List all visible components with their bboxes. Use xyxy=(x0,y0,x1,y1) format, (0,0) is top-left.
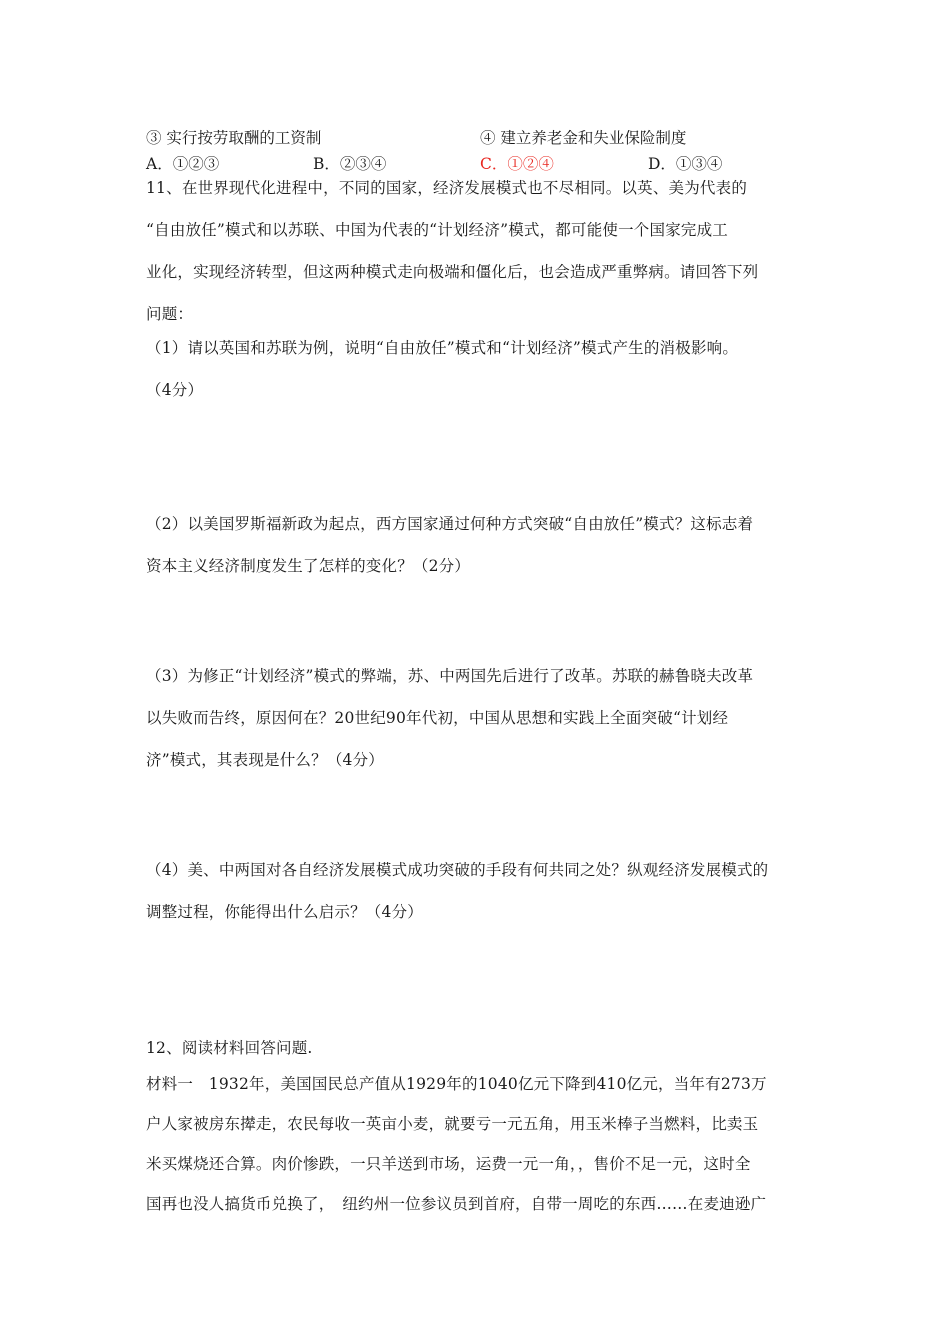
q12-material1-line-3: 米买煤烧还合算。肉价惨跌，一只羊送到市场，运费一元一角，，售价不足一元，这时全 xyxy=(146,1155,751,1173)
q11-intro-line-2: “自由放任”模式和以苏联、中国为代表的“计划经济”模式，都可能使一个国家完成工 xyxy=(146,221,728,239)
q11-sub4-line-2: 调整过程，你能得出什么启示？（4分） xyxy=(146,903,423,921)
q10-option-c-answer: C．①②④ xyxy=(480,155,554,173)
q10-item-4: ④ 建立养老金和失业保险制度 xyxy=(480,129,687,147)
q10-option-b: B．②③④ xyxy=(313,155,387,173)
q10-item-3: ③ 实行按劳取酬的工资制 xyxy=(146,129,322,147)
q11-sub2-line-2: 资本主义经济制度发生了怎样的变化？（2分） xyxy=(146,557,471,575)
q11-sub1-line-1: （1）请以英国和苏联为例，说明“自由放任”模式和“计划经济”模式产生的消极影响。 xyxy=(146,339,739,357)
q10-option-d: D．①③④ xyxy=(648,155,723,173)
q12-material1-line-2: 户人家被房东撵走，农民每收一英亩小麦，就要亏一元五角，用玉米棒子当燃料，比卖玉 xyxy=(146,1115,759,1133)
q12-material1-line-1: 材料一 1932年，美国国民总产值从1929年的1040亿元下降到410亿元，当年有273万 xyxy=(146,1075,767,1093)
q11-sub4-line-1: （4）美、中两国对各自经济发展模式成功突破的手段有何共同之处？纵观经济发展模式的 xyxy=(146,861,769,879)
q11-sub1-line-2: （4分） xyxy=(146,381,204,399)
q11-intro-line-4: 问题： xyxy=(146,305,194,323)
q11-sub3-line-2: 以失败而告终，原因何在？20世纪90年代初，中国从思想和实践上全面突破“计划经 xyxy=(146,709,729,727)
q10-option-a: A．①②③ xyxy=(146,155,220,173)
q11-intro-line-3: 业化，实现经济转型，但这两种模式走向极端和僵化后，也会造成严重弊病。请回答下列 xyxy=(146,263,759,281)
q12-material1-line-4: 国再也没人搞货币兑换了， 纽约州一位参议员到首府，自带一周吃的东西……在麦迪逊广 xyxy=(146,1195,767,1213)
q11-sub3-line-1: （3）为修正“计划经济”模式的弊端，苏、中两国先后进行了改革。苏联的赫鲁晓夫改革 xyxy=(146,667,754,685)
q11-sub3-line-3: 济”模式，其表现是什么？（4分） xyxy=(146,751,384,769)
q12-title: 12、阅读材料回答问题. xyxy=(146,1039,313,1057)
q11-intro-line-1: 11、在世界现代化进程中，不同的国家，经济发展模式也不尽相同。以英、美为代表的 xyxy=(146,179,748,197)
q11-sub2-line-1: （2）以美国罗斯福新政为起点，西方国家通过何种方式突破“自由放任”模式？这标志着 xyxy=(146,515,754,533)
